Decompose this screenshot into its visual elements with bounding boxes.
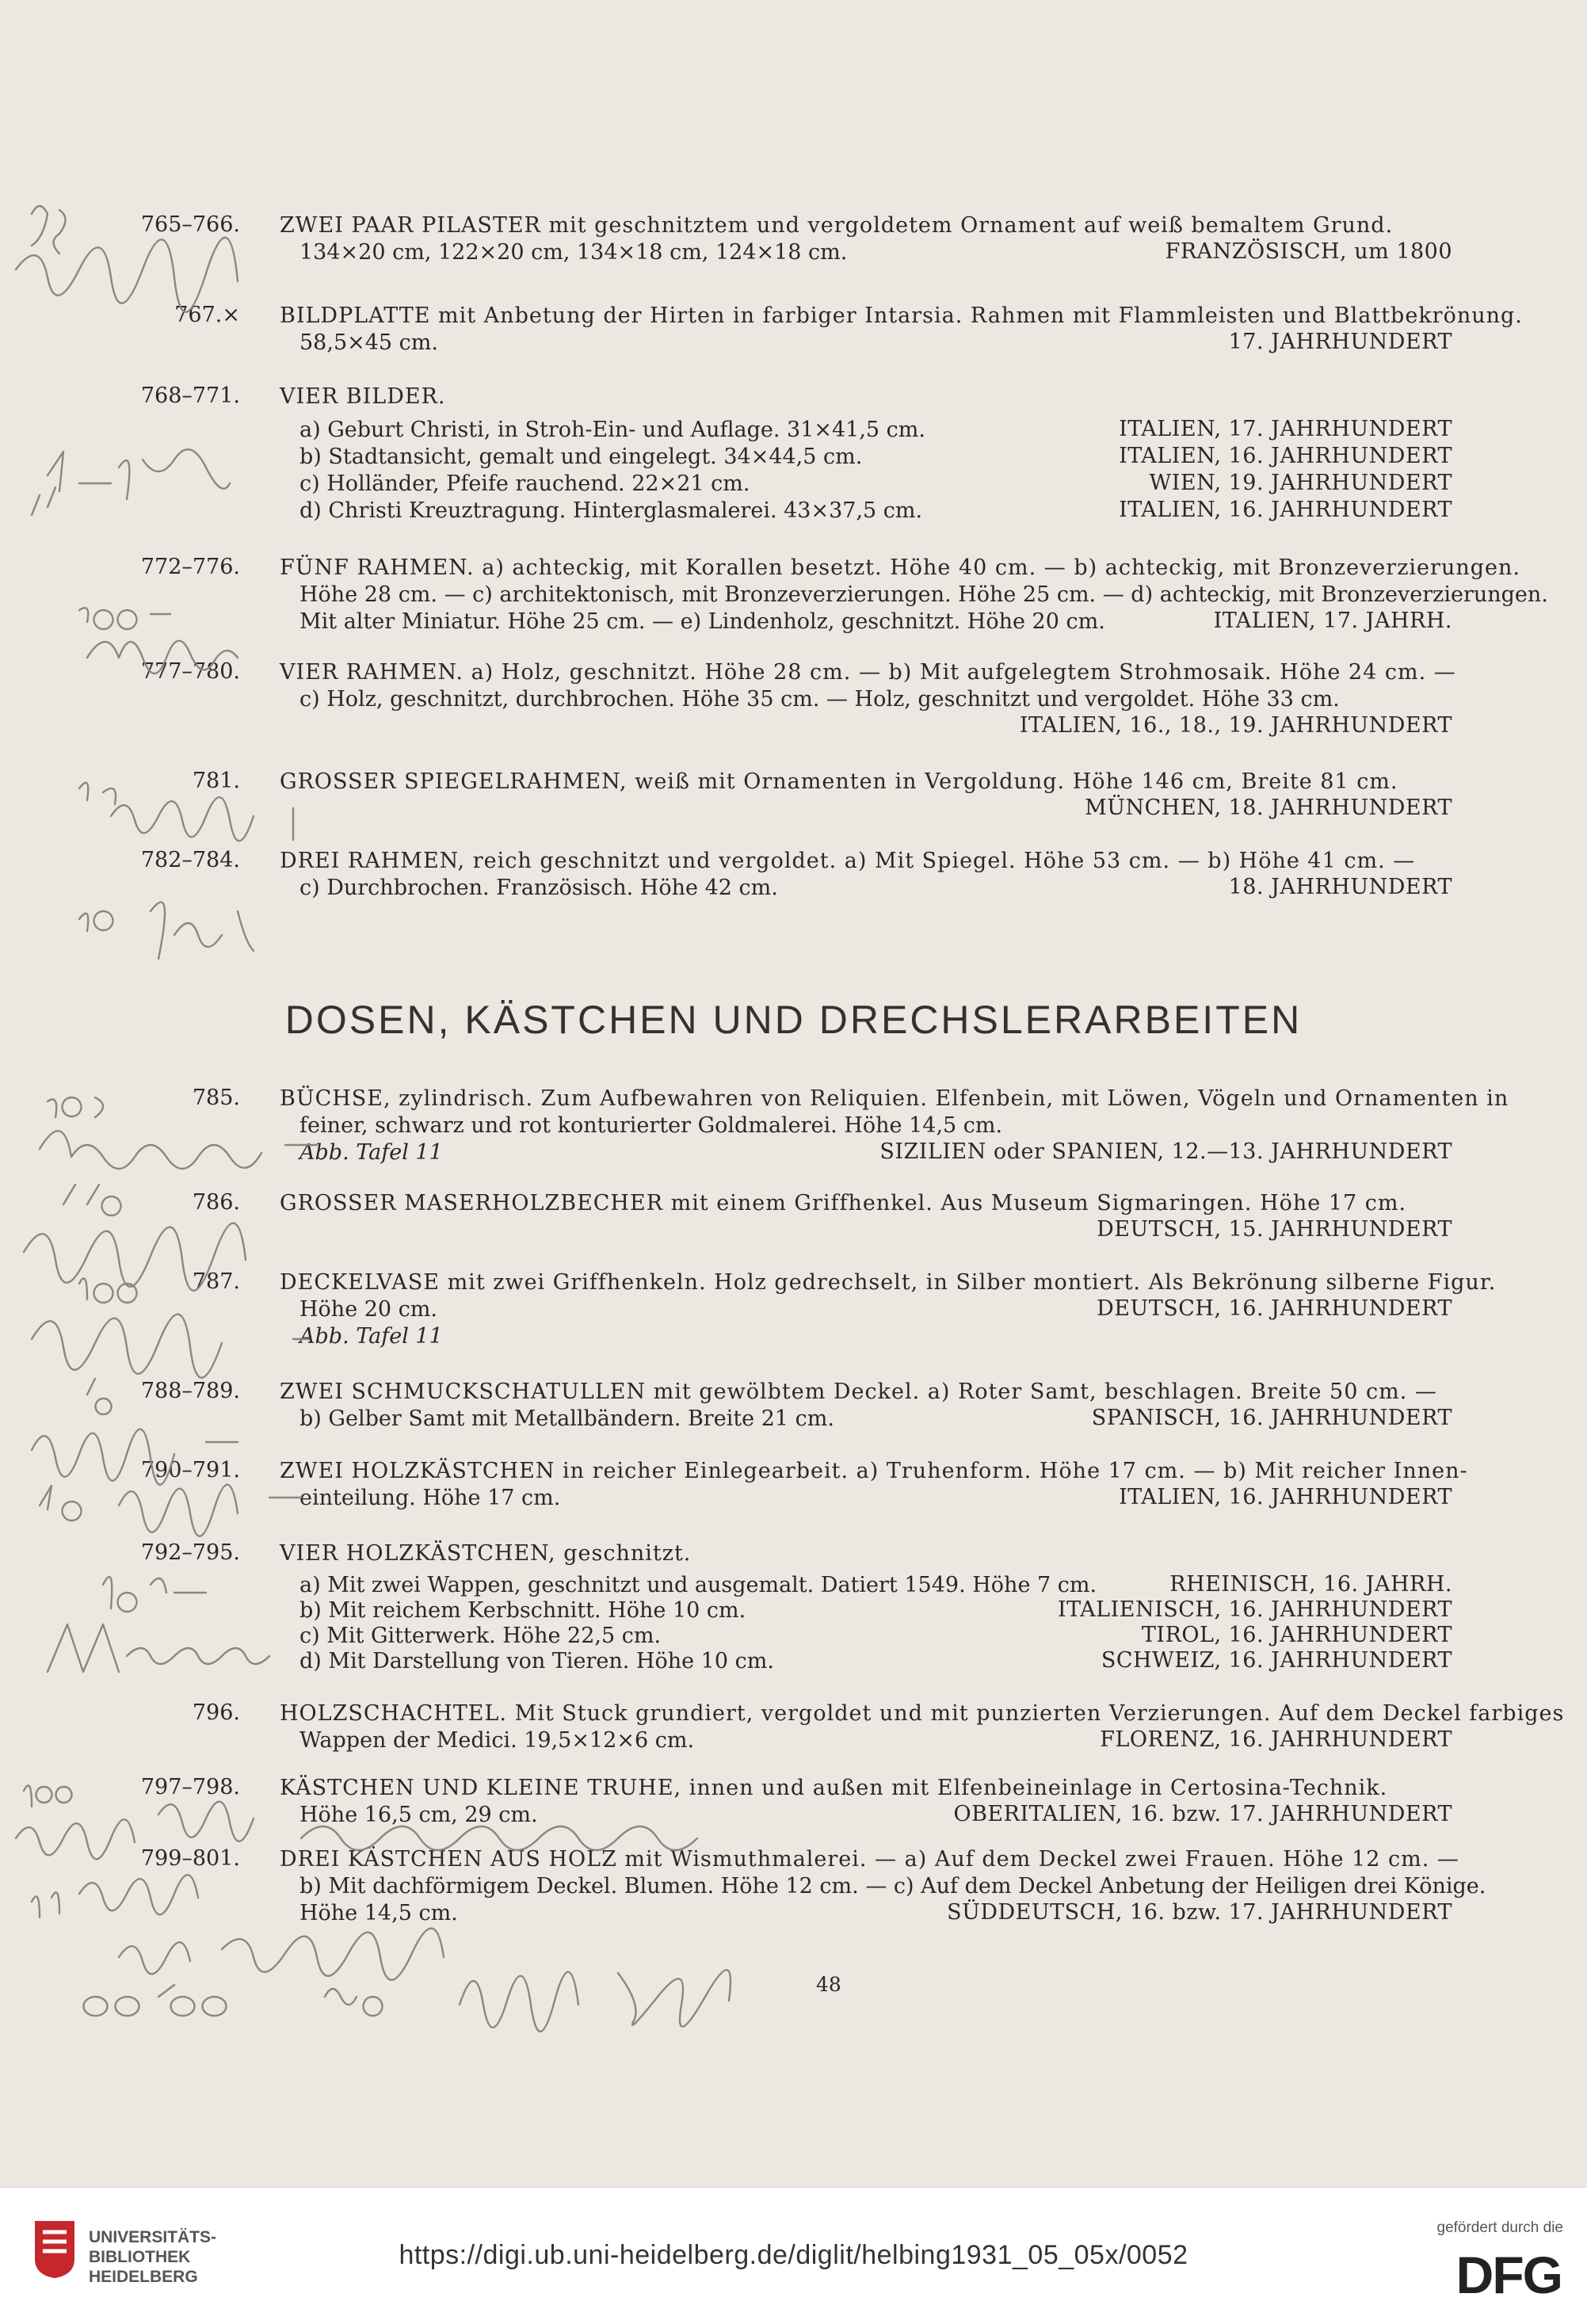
- institution-line: HEIDELBERG: [89, 2268, 198, 2286]
- entry-origin: TIROL, 16. JAHRHUNDERT: [1141, 1623, 1452, 1647]
- entry-number: 781.: [192, 769, 240, 793]
- pencil-note: [40, 1486, 82, 1521]
- entry-line: VIER RAHMEN. a) Holz, geschnitzt. Höhe 28 cm. — b) Mit aufgelegtem Strohmosaik. Höhe 24 cm. —: [280, 660, 1456, 685]
- entry-origin: ITALIEN, 16. JAHRHUNDERT: [1119, 498, 1452, 522]
- pencil-note: [24, 1785, 72, 1807]
- entry-line: d) Christi Kreuztragung. Hinterglasmalerei. 43×37,5 cm.: [299, 498, 923, 523]
- entry-number: 786.: [192, 1190, 240, 1215]
- pencil-note: [32, 1875, 198, 1918]
- entry-origin: DEUTSCH, 15. JAHRHUNDERT: [1097, 1217, 1452, 1242]
- institution-line: BIBLIOTHEK: [89, 2248, 191, 2266]
- entry-line: DREI KÄSTCHEN AUS HOLZ mit Wismuthmalerei. — a) Auf dem Deckel zwei Frauen. Höhe 12 cm. —: [280, 1847, 1459, 1872]
- entry-number: 777–780.: [140, 659, 240, 684]
- plate-reference: Abb. Tafel 11: [299, 1324, 443, 1349]
- entry-number: 792–795.: [140, 1540, 240, 1565]
- pencil-note: [460, 1970, 731, 2032]
- entry-number: 787.: [192, 1269, 240, 1294]
- entry-line: c) Holz, geschnitzt, durchbrochen. Höhe 35 cm. — Holz, geschnitzt und vergoldet. Höhe 33 cm.: [299, 687, 1340, 712]
- entry-number: 767.×: [174, 303, 240, 327]
- entry-line: Höhe 14,5 cm.: [299, 1901, 458, 1925]
- entry-origin: SIZILIEN oder SPANIEN, 12.—13. JAHRHUNDERT: [879, 1139, 1452, 1164]
- pencil-note: [119, 1485, 301, 1536]
- entry-origin: FRANZÖSISCH, um 1800: [1165, 239, 1452, 264]
- entry-origin: DEUTSCH, 16. JAHRHUNDERT: [1097, 1296, 1452, 1321]
- entry-line: einteilung. Höhe 17 cm.: [299, 1486, 561, 1510]
- entry-number: 782–784.: [140, 848, 240, 872]
- entry-line: DREI RAHMEN, reich geschnitzt und vergoldet. a) Mit Spiegel. Höhe 53 cm. — b) Höhe 41 cm. —: [280, 849, 1416, 873]
- entry-origin: SCHWEIZ, 16. JAHRHUNDERT: [1101, 1648, 1452, 1673]
- entry-origin: OBERITALIEN, 16. bzw. 17. JAHRHUNDERT: [953, 1802, 1452, 1826]
- pencil-note: [32, 206, 66, 254]
- entry-line: 58,5×45 cm.: [299, 330, 438, 355]
- permalink[interactable]: https://digi.ub.uni-heidelberg.de/diglit/helbing1931_05_05x/0052: [399, 2240, 1188, 2270]
- entry-number: 797–798.: [140, 1775, 240, 1799]
- entry-origin: MÜNCHEN, 18. JAHRHUNDERT: [1085, 796, 1452, 820]
- entry-number: 790–791.: [140, 1458, 240, 1483]
- entry-line: feiner, schwarz und rot konturierter Goldmalerei. Höhe 14,5 cm.: [299, 1113, 1003, 1138]
- institution-line: UNIVERSITÄTS-: [89, 2228, 217, 2246]
- pencil-note: [63, 1185, 121, 1215]
- pencil-note: [48, 1097, 103, 1117]
- entry-origin: ITALIEN, 16., 18., 19. JAHRHUNDERT: [1019, 713, 1452, 738]
- pencil-note: [48, 1624, 269, 1672]
- entry-line: Höhe 16,5 cm, 29 cm.: [299, 1803, 538, 1827]
- pencil-note: [40, 1131, 317, 1169]
- entry-line: b) Stadtansicht, gemalt und eingelegt. 34×44,5 cm.: [299, 445, 863, 469]
- entry-line: b) Mit dachförmigem Deckel. Blumen. Höhe 12 cm. — c) Auf dem Deckel Anbetung der Heiligen drei Könige.: [299, 1874, 1486, 1899]
- entry-line: Wappen der Medici. 19,5×12×6 cm.: [299, 1728, 695, 1753]
- entry-line: d) Mit Darstellung von Tieren. Höhe 10 cm.: [299, 1649, 774, 1673]
- entry-line: Mit alter Miniatur. Höhe 25 cm. — e) Lindenholz, geschnitzt. Höhe 20 cm.: [299, 609, 1105, 634]
- entry-number: 765–766.: [140, 212, 240, 237]
- pencil-note: [79, 1278, 137, 1303]
- entry-line: BILDPLATTE mit Anbetung der Hirten in farbiger Intarsia. Rahmen mit Flammleisten und Blattbekrönung.: [280, 303, 1523, 328]
- entry-line: ZWEI PAAR PILASTER mit geschnitztem und vergoldetem Ornament auf weiß bemaltem Grund.: [280, 213, 1394, 238]
- pencil-note: [79, 911, 113, 931]
- entry-line: 134×20 cm, 122×20 cm, 134×18 cm, 124×18 cm.: [299, 240, 848, 265]
- pencil-note: [16, 238, 238, 312]
- entry-number: 796.: [192, 1700, 240, 1725]
- entry-line: c) Durchbrochen. Französisch. Höhe 42 cm.: [299, 876, 778, 900]
- pencil-note: [325, 1989, 383, 2016]
- entry-origin: ITALIENISCH, 16. JAHRHUNDERT: [1057, 1597, 1452, 1622]
- entry-origin: ITALIEN, 17. JAHRH.: [1213, 609, 1452, 633]
- entry-origin: SPANISCH, 16. JAHRHUNDERT: [1091, 1406, 1452, 1430]
- entry-origin: SÜDDEUTSCH, 16. bzw. 17. JAHRHUNDERT: [947, 1900, 1452, 1925]
- entry-origin: WIEN, 19. JAHRHUNDERT: [1149, 471, 1452, 495]
- entry-number: 768–771.: [140, 384, 240, 408]
- entry-line: GROSSER SPIEGELRAHMEN, weiß mit Ornamenten in Vergoldung. Höhe 146 cm, Breite 81 cm.: [280, 769, 1398, 794]
- entry-line: VIER HOLZKÄSTCHEN, geschnitzt.: [280, 1541, 692, 1566]
- entry-line: a) Geburt Christi, in Stroh-Ein- und Auflage. 31×41,5 cm.: [299, 418, 925, 442]
- section-heading: DOSEN, KÄSTCHEN UND DRECHSLERARBEITEN: [284, 998, 1303, 1042]
- entry-line: c) Mit Gitterwerk. Höhe 22,5 cm.: [299, 1624, 662, 1648]
- entry-origin: ITALIEN, 16. JAHRHUNDERT: [1119, 444, 1452, 468]
- pencil-note: [119, 1929, 444, 1980]
- pencil-note: [32, 1315, 309, 1378]
- entry-line: b) Gelber Samt mit Metallbändern. Breite 21 cm.: [299, 1406, 834, 1431]
- funding-note: gefördert durch die: [1436, 2219, 1563, 2236]
- entry-number: 772–776.: [140, 555, 240, 579]
- entry-line: GROSSER MASERHOLZBECHER mit einem Griffhenkel. Aus Museum Sigmaringen. Höhe 17 cm.: [280, 1191, 1407, 1215]
- pencil-note: [48, 449, 230, 499]
- pencil-note: [79, 608, 170, 629]
- entry-line: ZWEI HOLZKÄSTCHEN in reicher Einlegearbeit. a) Truhenform. Höhe 17 cm. — b) Mit reicher Innen-: [280, 1459, 1468, 1483]
- pencil-note: [111, 797, 293, 841]
- entry-line: HOLZSCHACHTEL. Mit Stuck grundiert, vergoldet und mit punzierten Verzierungen. Auf dem Deckel farbiges: [280, 1701, 1565, 1726]
- entry-number: 799–801.: [140, 1846, 240, 1871]
- entry-line: Höhe 20 cm.: [299, 1297, 437, 1322]
- pencil-note: [151, 903, 254, 959]
- entry-number: 785.: [192, 1086, 240, 1110]
- entry-line: FÜNF RAHMEN. a) achteckig, mit Korallen besetzt. Höhe 40 cm. — b) achteckig, mit Bronzeverzierungen.: [280, 555, 1520, 580]
- pencil-note: [32, 487, 55, 515]
- entry-origin: 17. JAHRHUNDERT: [1228, 330, 1452, 354]
- entry-origin: 18. JAHRHUNDERT: [1228, 875, 1452, 899]
- entry-origin: ITALIEN, 16. JAHRHUNDERT: [1119, 1485, 1452, 1509]
- dfg-logo: DFG: [1455, 2246, 1562, 2304]
- entry-line: KÄSTCHEN UND KLEINE TRUHE, innen und außen mit Elfenbeineinlage in Certosina-Technik.: [280, 1776, 1388, 1800]
- digitization-footer: [0, 2187, 1587, 2324]
- entry-line: a) Mit zwei Wappen, geschnitzt und ausgemalt. Datiert 1549. Höhe 7 cm.: [299, 1573, 1097, 1597]
- entry-line: DECKELVASE mit zwei Griffhenkeln. Holz gedrechselt, in Silber montiert. Als Bekrönung silberne Figur.: [280, 1270, 1497, 1295]
- pencil-note: [84, 1985, 227, 2016]
- entry-number: 788–789.: [140, 1379, 240, 1403]
- plate-reference: Abb. Tafel 11: [299, 1140, 443, 1165]
- pencil-note: [103, 1577, 206, 1612]
- pencil-note: [87, 1379, 112, 1414]
- page-number: 48: [816, 1973, 841, 1996]
- entry-origin: RHEINISCH, 16. JAHRH.: [1169, 1572, 1452, 1597]
- entry-line: ZWEI SCHMUCKSCHATULLEN mit gewölbtem Deckel. a) Roter Samt, beschlagen. Breite 50 cm. —: [280, 1380, 1437, 1404]
- entry-line: VIER BILDER.: [280, 384, 446, 409]
- entry-line: BÜCHSE, zylindrisch. Zum Aufbewahren von Reliquien. Elfenbein, mit Löwen, Vögeln und Ornamenten in: [280, 1086, 1509, 1111]
- entry-origin: ITALIEN, 17. JAHRHUNDERT: [1119, 417, 1452, 441]
- pencil-note: [79, 783, 116, 804]
- entry-line: Höhe 28 cm. — c) architektonisch, mit Bronzeverzierungen. Höhe 25 cm. — d) achteckig, mit Bronzeverzierungen.: [299, 582, 1548, 607]
- entry-line: b) Mit reichem Kerbschnitt. Höhe 10 cm.: [299, 1598, 746, 1623]
- entry-origin: FLORENZ, 16. JAHRHUNDERT: [1100, 1727, 1452, 1752]
- entry-line: c) Holländer, Pfeife rauchend. 22×21 cm.: [299, 471, 750, 496]
